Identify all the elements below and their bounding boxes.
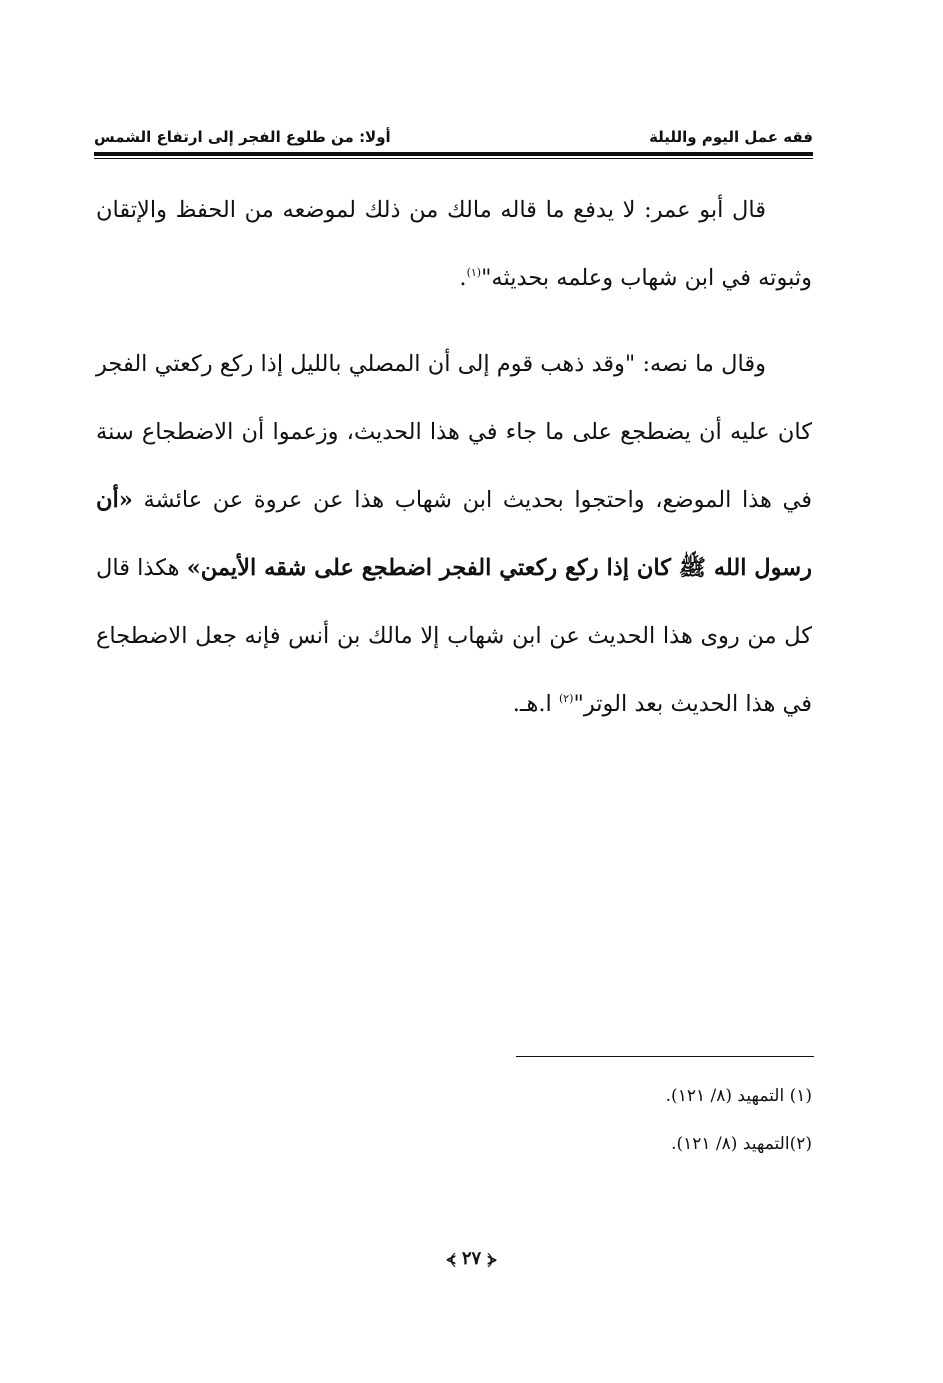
paragraph-1-text: قال أبو عمر: لا يدفع ما قاله مالك من ذلك لموضعه من الحفظ والإتقان وثبوته في ابن شهاب وعلمه بحديثه" [96,197,812,291]
paragraph-2-end: ا.هـ. [512,691,552,717]
paragraph-2-text-a: وقال ما نصه: "وقد ذهب قوم إلى أن المصلي بالليل إذا ركع ركعتي الفجر كان عليه أن يضطجع على ما جاء في هذا الحديث، وزعموا أن الاضطجاع سنة في هذا الموضع، واحتجوا بحديث ابن شهاب هذا عن عروة عن عائشة [96,351,813,513]
ornament-right-icon: ⦔ [487,1249,497,1268]
paragraph-2-text-b: هكذا قال كل من روى هذا الحديث عن ابن شهاب إلا مالك بن أنس فإنه جعل الاضطجاع في هذا الحديث بعد الوتر" [96,555,812,717]
header-rule-thick [94,152,813,156]
footnotes [96,1072,812,1168]
page-number-block [0,1248,943,1269]
footnote-ref-2: (٢) [558,692,574,705]
page-number: ٢٧ [461,1248,482,1269]
section-title: أولا: من طلوع الفجر إلى ارتفاع الشمس [94,128,391,146]
hadith-quote: «أن رسول الله ﷺ كان إذا ركع ركعتي الفجر اضطجع على شقه الأيمن» [96,487,812,581]
footnote-2: (٢)التمهيد (٨/ ١٢١). [671,1134,812,1154]
footnote-separator [516,1056,814,1057]
paragraph-1-end: . [459,265,467,291]
footnote-1: (١) التمهيد (٨/ ١٢١). [665,1086,812,1106]
book-title: فقه عمل اليوم والليلة [649,128,813,146]
ornament-left-icon: ⦓ [446,1249,456,1268]
paragraph-1 [96,176,812,312]
main-text [96,176,812,738]
header-rule-thin [94,158,813,159]
running-header [94,124,813,150]
paragraph-2 [96,330,812,738]
footnote-ref-1: (١) [466,266,482,279]
